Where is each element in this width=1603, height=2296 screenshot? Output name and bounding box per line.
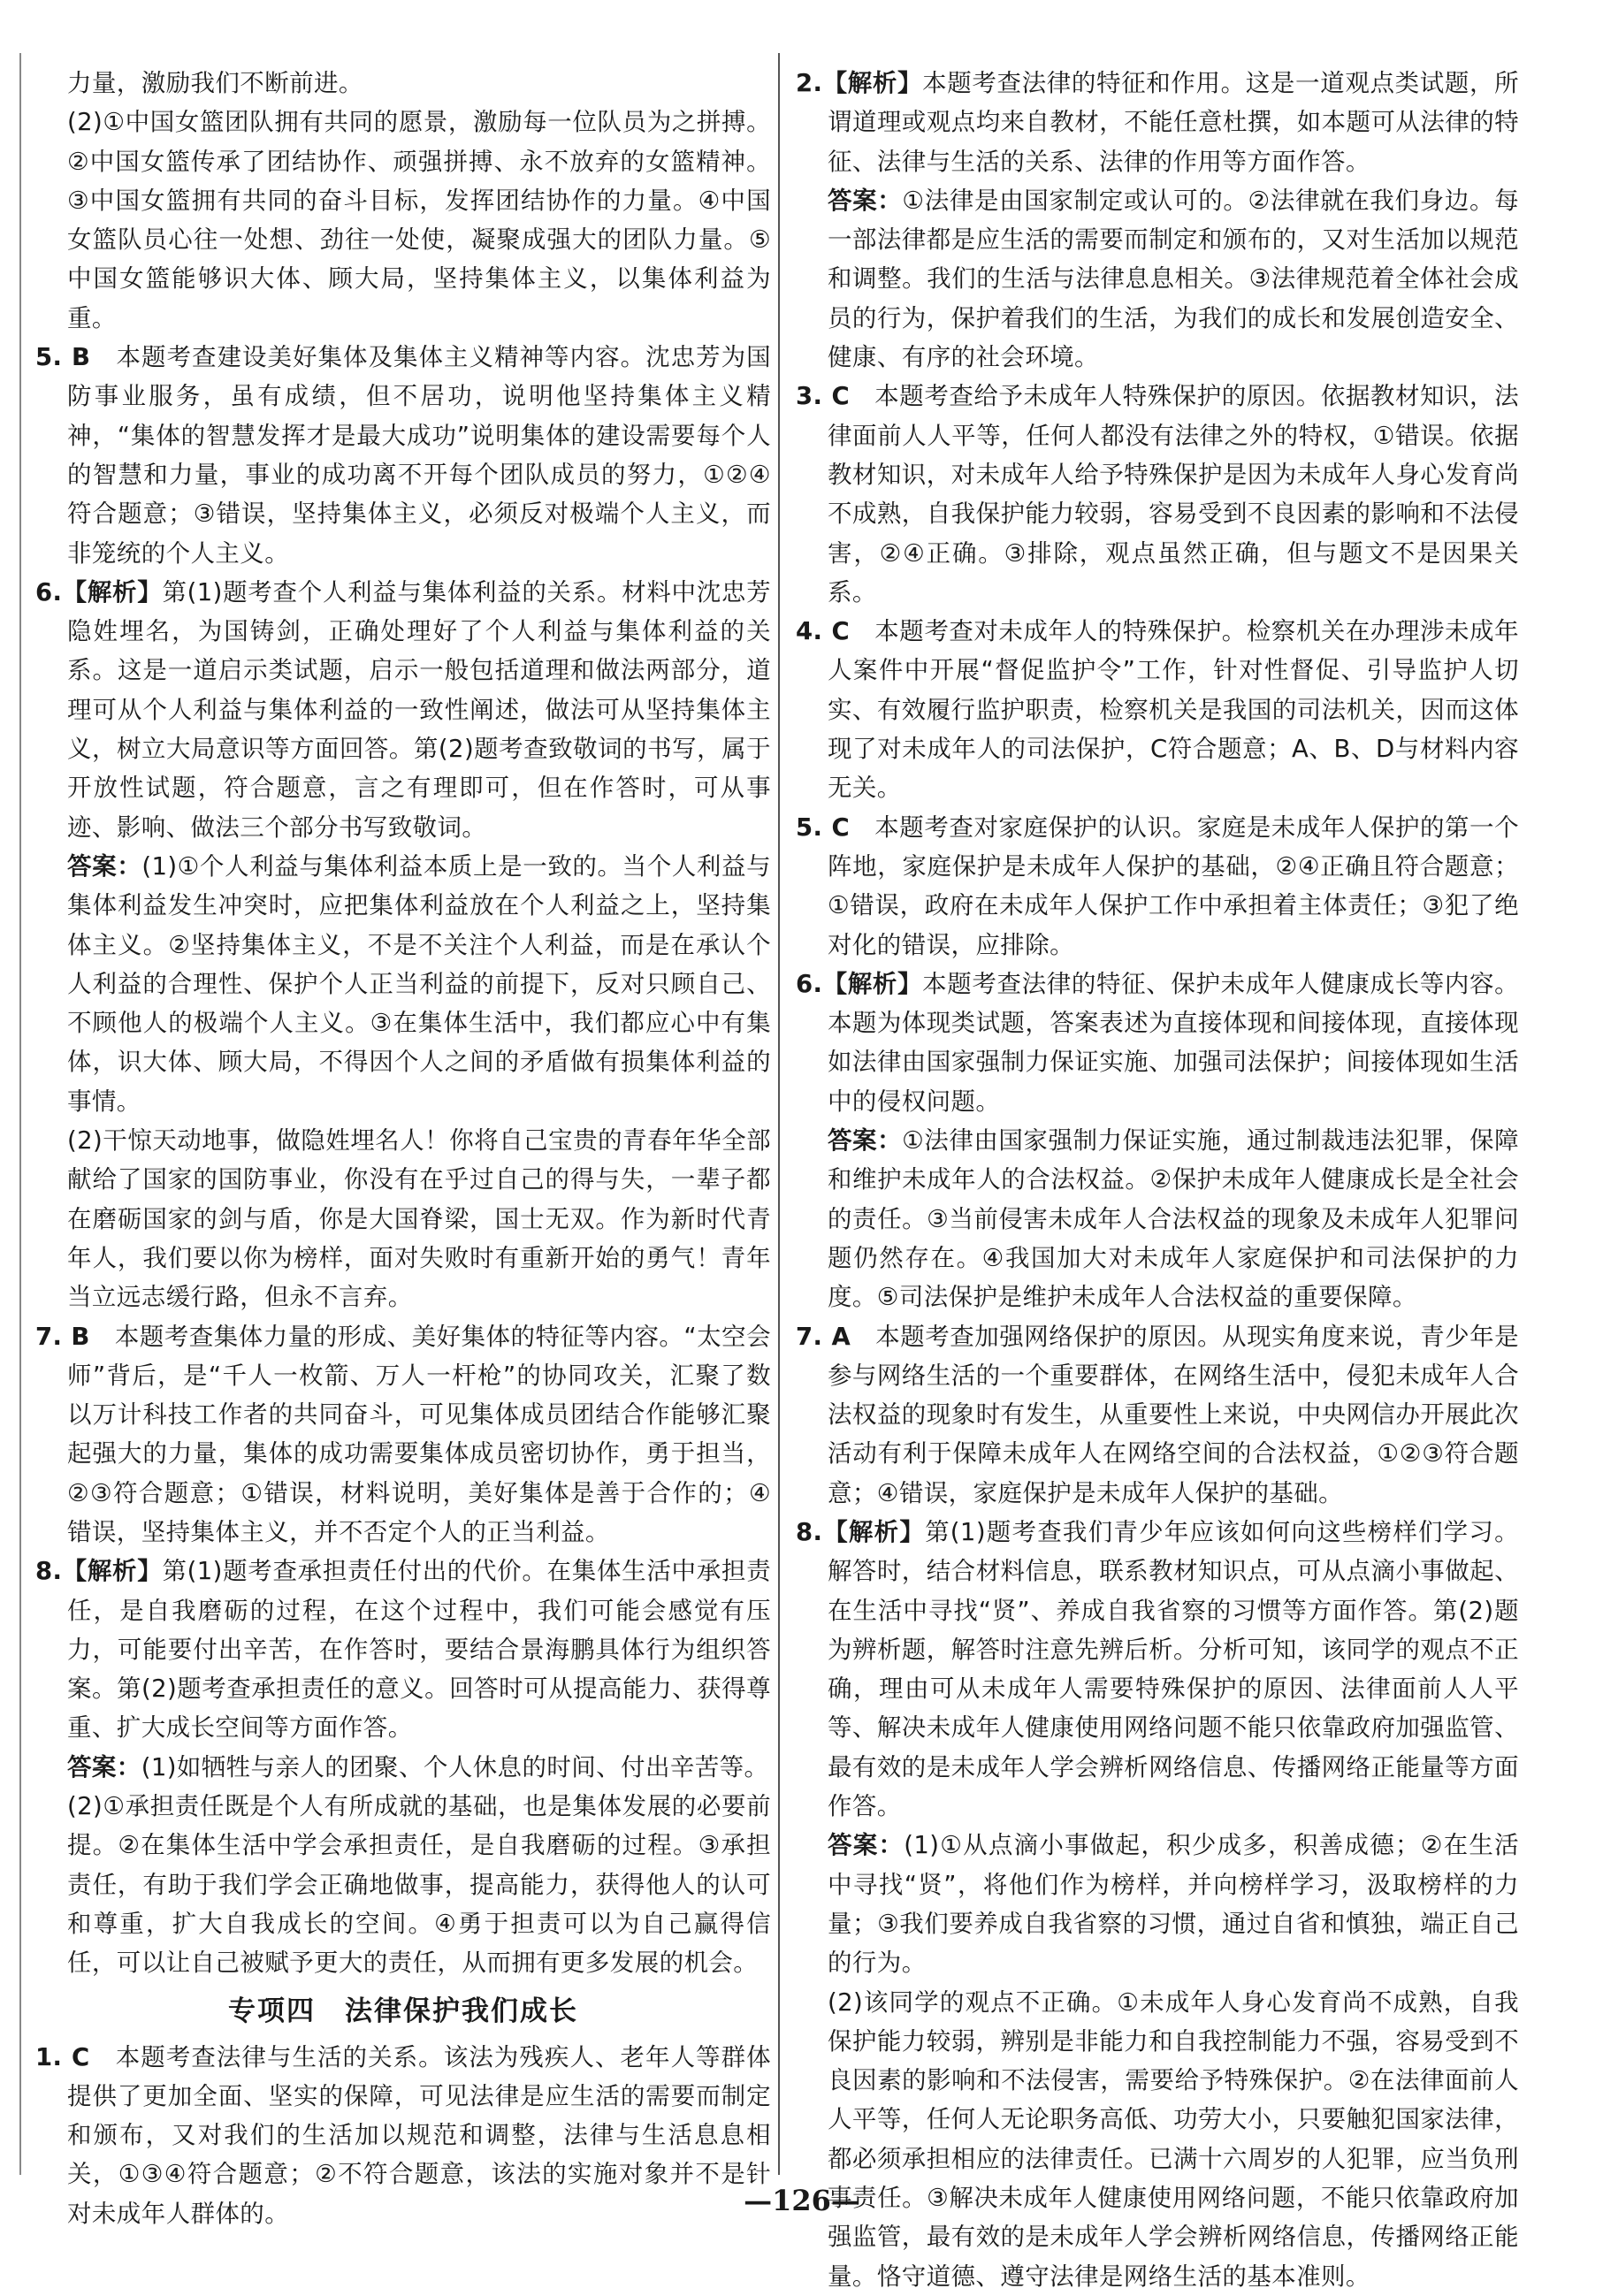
question-8 [35, 1552, 771, 1747]
answer-block [35, 847, 771, 1121]
page-number: —126— [744, 2184, 859, 2217]
question-number: 5. C [796, 812, 851, 842]
question-7 [35, 1317, 771, 1552]
question-explanation: 本题考查给予未成年人特殊保护的原因。依据教材知识，法律面前人人平等，任何人都没有法律之外的特权，①错误。依据教材知识，对未成年人给予特殊保护是因为未成年人身心发育尚不成熟，自我保护能力较弱，容易受到不良因素的影响和不法侵害，②④正确。③排除，观点虽然正确，但与题文不是因果关系。 [828, 382, 1519, 606]
section4-question-4 [796, 612, 1519, 807]
question-number: 7. B [35, 1322, 90, 1351]
answer-text-2: (2)干惊天动地事，做隐姓埋名人！你将自己宝贵的青春年华全部献给了国家的国防事业，你没有在乎过自己的得与失，一辈子都在磨砺国家的剑与盾，你是大国脊梁，国士无双。作为新时代青年人，我们要以你为榜样，面对失败时有重新开始的勇气！青年当立远志缓行路，但永不言弃。 [67, 1126, 771, 1312]
answer-label: 答案： [67, 1752, 141, 1781]
question-5 [35, 338, 771, 573]
question-explanation: 本题考查法律的特征、保护未成年人健康成长等内容。本题为体现类试题，答案表述为直接体现和间接体现，直接体现如法律由国家强制力保证实施、加强司法保护；间接体现如生活中的侵权问题。 [828, 969, 1519, 1116]
question-number: 7. A [796, 1322, 851, 1351]
answer-text: (1)如牺牲与亲人的团聚、个人休息的时间、付出辛苦等。 [141, 1752, 769, 1781]
question-explanation: 本题考查对未成年人的特殊保护。检察机关在办理涉未成年人案件中开展“督促监护令”工作，针对性督促、引导监护人切实、有效履行监护职责，检察机关是我国的司法机关，因而这体现了对未成年人的司法保护，C符合题意；A、B、D与材料内容无关。 [828, 617, 1519, 803]
question-number: 1. C [35, 2042, 90, 2071]
question-number: 2.【解析】 [796, 69, 923, 97]
answer-text: ①法律由国家强制力保证实施，通过制裁违法犯罪，保障和维护未成年人的合法权益。②保护未成年人健康成长是全社会的责任。③当前侵害未成年人合法权益的现象及未成年人犯罪问题仍然存在。④我国加大对未成年人家庭保护和司法保护的力度。⑤司法保护是维护未成年人合法权益的重要保障。 [828, 1126, 1519, 1312]
continued-text: 力量，激励我们不断前进。 [67, 69, 363, 97]
question-explanation: 本题考查对家庭保护的认识。家庭是未成年人保护的第一个阵地，家庭保护是未成年人保护的基础，②④正确且符合题意；①错误，政府在未成年人保护工作中承担着主体责任；③犯了绝对化的错误，应排除。 [828, 812, 1519, 959]
left-column [35, 64, 771, 2233]
question-explanation: 本题考查集体力量的形成、美好集体的特征等内容。“太空会师”背后，是“千人一枚箭、万人一杆枪”的协同攻关，汇聚了数以万计科技工作者的共同奋斗，可见集体成员团结合作能够汇聚起强大的力量，集体的成功需要集体成员密切协作，勇于担当，②③符合题意；①错误，材料说明，美好集体是善于合作的；④错误，坚持集体主义，并不否定个人的正当利益。 [67, 1322, 771, 1546]
question-number: 6.【解析】 [35, 577, 163, 606]
answer-block [796, 1121, 1519, 1316]
answer-block [796, 181, 1519, 377]
right-column [796, 64, 1519, 2296]
question-explanation: 本题考查法律与生活的关系。该法为残疾人、老年人等群体提供了更加全面、坚实的保障，可见法律是应生活的需要而制定和颁布，又对我们的生活加以规范和调整，法律与生活息息相关，①③④符合题意；②不符合题意，该法的实施对象并不是针对未成年人群体的。 [67, 2042, 771, 2228]
left-margin-rule [19, 53, 21, 2175]
question-explanation: 第(1)题考查我们青少年应该如何向这些榜样们学习。解答时，结合材料信息，联系教材知识点，可从点滴小事做起、在生活中寻找“贤”、养成自我省察的习惯等方面作答。第(2)题为辨析题，解答时注意先辨后析。分析可知，该同学的观点不正确，理由可从未成年人需要特殊保护的原因、法律面前人人平等、解决未成年人健康使用网络问题不能只依靠政府加强监管、最有效的是未成年人学会辨析网络信息、传播网络正能量等方面作答。 [828, 1517, 1520, 1821]
question-number: 5. B [35, 343, 91, 372]
answer-text-2: (2)该同学的观点不正确。①未成年人身心发育尚不成熟，自我保护能力较弱，辨别是非能力和自我控制能力不强，容易受到不良因素的影响和不法侵害，需要给予特殊保护。②在法律面前人人平等，任何人无论职务高低、功劳大小，只要触犯国家法律，都必须承担相应的法律责任。已满十六周岁的人犯罪，应当负刑事责任。③解决未成年人健康使用网络问题，不能只依靠政府加强监管，最有效的是未成年人学会辨析网络信息，传播网络正能量。恪守道德、遵守法律是网络生活的基本准则。 [828, 1987, 1519, 2291]
question-explanation: 第(1)题考查个人利益与集体利益的关系。材料中沈忠芳隐姓埋名，为国铸剑，正确处理好了个人利益与集体利益的关系。这是一道启示类试题，启示一般包括道理和做法两部分，道理可从个人利益与集体利益的一致性阐述，做法可从坚持集体主义，树立大局意识等方面回答。第(2)题考查致敬词的书写，属于开放性试题，符合题意，言之有理即可，但在作答时，可从事迹、影响、做法三个部分书写致敬词。 [67, 577, 771, 842]
answer-text: (1)①从点滴小事做起，积少成多，积善成德；②在生活中寻找“贤”，将他们作为榜样，并向榜样学习，汲取榜样的力量；③我们要养成自我省察的习惯，通过自省和慎独，端正自己的行为。 [828, 1831, 1519, 1978]
section4-question-6 [796, 965, 1519, 1121]
section4-question-2 [796, 64, 1519, 181]
answer-block [35, 1748, 771, 1787]
question-explanation: 本题考查建设美好集体及集体主义精神等内容。沈忠芳为国防事业服务，虽有成绩，但不居功，说明他坚持集体主义精神，“集体的智慧发挥才是最大成功”说明集体的建设需要每个人的智慧和力量，事业的成功离不开每个团队成员的努力，①②④符合题意；③错误，坚持集体主义，必须反对极端个人主义，而非笼统的个人主义。 [67, 343, 772, 568]
question-number: 6.【解析】 [796, 969, 923, 998]
question-number: 8.【解析】 [796, 1517, 926, 1546]
answer-label: 答案： [828, 1831, 905, 1860]
column-divider [778, 53, 780, 2175]
continued-answer-2: (2)①中国女篮团队拥有共同的愿景，激励每一位队员为之拼搏。②中国女篮传承了团结协作、顽强拼搏、永不放弃的女篮精神。③中国女篮拥有共同的奋斗目标，发挥团结协作的力量。④中国女篮队员心往一处想、劲往一处使，凝聚成强大的团队力量。⑤中国女篮能够识大体、顾大局，坚持集体主义，以集体利益为重。 [67, 108, 771, 332]
answer-label: 答案： [828, 1126, 903, 1156]
question-explanation: 本题考查加强网络保护的原因。从现实角度来说，青少年是参与网络生活的一个重要群体，在网络生活中，侵犯未成年人合法权益的现象时有发生，从重要性上来说，中央网信办开展此次活动有利于保障未成年人在网络空间的合法权益，①②③符合题意；④错误，家庭保护是未成年人保护的基础。 [828, 1322, 1519, 1507]
answer-text-2: (2)①承担责任既是个人有所成就的基础，也是集体发展的必要前提。②在集体生活中学会承担责任，是自我磨砺的过程。③承担责任，有助于我们学会正确地做事，提高能力，获得他人的认可和尊重，扩大自我成长的空间。④勇于担责可以为自己赢得信任，可以让自己被赋予更大的责任，从而拥有更多发展的机会。 [67, 1792, 771, 1978]
question-explanation: 第(1)题考查承担责任付出的代价。在集体生活中承担责任，是自我磨砺的过程，在这个过程中，我们可能会感觉有压力，可能要付出辛苦，在作答时，要结合景海鹏具体行为组织答案。第(2)题考查承担责任的意义。回答时可从提高能力、获得尊重、扩大成长空间等方面作答。 [67, 1557, 771, 1743]
question-number: 4. C [796, 617, 851, 646]
answer-label: 答案： [67, 851, 142, 881]
section4-question-7 [796, 1317, 1519, 1513]
section-title: 专项四 法律保护我们成长 [228, 1995, 578, 2027]
section4-question-3 [796, 377, 1519, 612]
answer-text: (1)①个人利益与集体利益本质上是一致的。当个人利益与集体利益发生冲突时，应把集体利益放在个人利益之上，坚持集体主义。②坚持集体主义，不是不关注个人利益，而是在承认个人利益的合理性、保护个人正当利益的前提下，反对只顾自己、不顾他人的极端个人主义。③在集体生活中，我们都应心中有集体，识大体、顾大局，不得因个人之间的矛盾做有损集体利益的事情。 [67, 851, 772, 1116]
answer-text: ①法律是由国家制定或认可的。②法律就在我们身边。每一部法律都是应生活的需要而制定和颁布的，又对生活加以规范和调整。我们的生活与法律息息相关。③法律规范着全体社会成员的行为，保护着我们的生活，为我们的成长和发展创造安全、健康、有序的社会环境。 [828, 186, 1519, 372]
section4-question-5 [796, 808, 1519, 965]
question-explanation: 本题考查法律的特征和作用。这是一道观点类试题，所谓道理或观点均来自教材，不能任意杜撰，如本题可从法律的特征、法律与生活的关系、法律的作用等方面作答。 [828, 69, 1519, 176]
answer-block [796, 1826, 1519, 1982]
question-number: 8.【解析】 [35, 1557, 163, 1586]
answer-label: 答案： [828, 186, 903, 215]
question-number: 3. C [796, 382, 851, 411]
section4-question-8 [796, 1513, 1519, 1826]
question-6 [35, 573, 771, 847]
